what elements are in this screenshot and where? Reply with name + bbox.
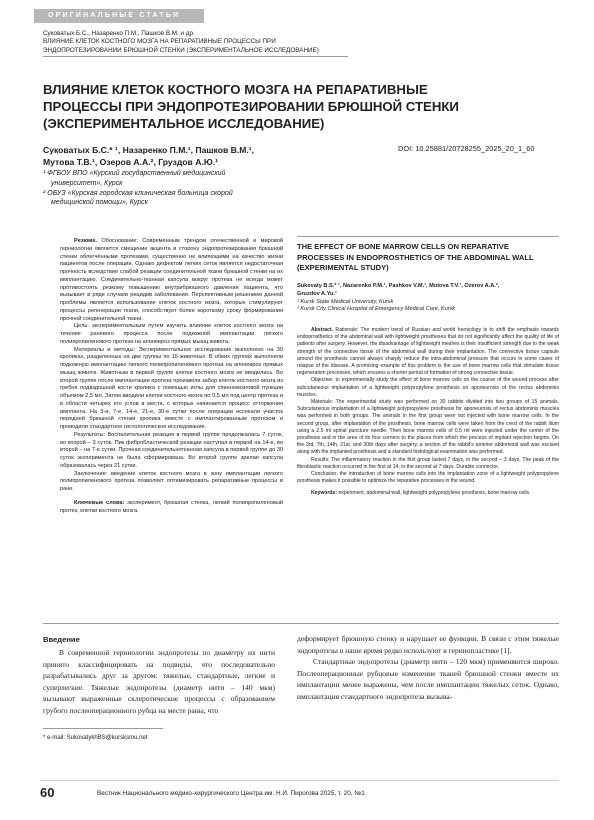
section-label: ОРИГИНАЛЬНЫЕ СТАТЬИ <box>48 12 181 19</box>
footnote-email: * e-mail: SukovatykhBS@kursksmu.net <box>43 735 148 741</box>
keywords-label: Ключевые слова: <box>74 499 125 506</box>
abstract-rationale: Обоснование: Современным трендом отечественной и мировой герниологии является смещение акцента в сторону эндопротезирования брюшной стенки облегчёнными протезами, существенно не влияющими на качество жизни пациентов после операции. Однако дефектом легких сеток является недостаточная прочность вследствие слабой реакции соединительной ткани брюшной стенки на их имплантацию. Соединительно-тканная капсула вокруг протеза не всегда может противостоять резкому повышению внутрибрюшного давления пациента, что вызывает в ряде случаев рецидив заболевания. Перспективным решением данной проблемы является использование клеток костного мозга, которые стимулируют процессы регенерации ткани, способствует более короткому сроку формирования прочной соединительной ткани. <box>60 238 283 322</box>
authors-ru <box>43 144 343 168</box>
en-title-line: THE EFFECT OF BONE MARROW CELLS ON REPARATIVE <box>297 242 509 251</box>
body-divider <box>43 623 559 624</box>
title-line: ВЛИЯНИЕ КЛЕТОК КОСТНОГО МОЗГА НА РЕПАРАТИВНЫЕ <box>43 82 428 97</box>
footer-divider <box>40 780 559 781</box>
authors-line: Мутова Т.В.¹, Озеров А.А.², Груздов А.Ю.¹ <box>43 157 218 167</box>
body-paragraph: деформирует брюшную стенку и нарушает ее функции. В связи с этим тяжелые эндопротезы в наше время редко используют в герниопластике [1]. <box>297 634 559 655</box>
en-abstract-label: Abstract. <box>311 327 334 333</box>
intro-heading: Введение <box>43 635 80 644</box>
section-tab <box>34 9 204 23</box>
affiliations-ru <box>43 169 303 208</box>
en-title-line: PROCESSES IN ENDOPROSTHETICS OF THE ABDOMINAL WALL <box>297 252 534 262</box>
abstract-label: Резюме. <box>74 238 97 244</box>
en-top-divider <box>297 236 559 237</box>
abstract-ru <box>60 238 283 515</box>
article-title <box>43 81 513 132</box>
en-title <box>297 242 557 274</box>
en-authors <box>297 283 557 314</box>
header-divider <box>43 56 348 57</box>
abstract-conclusion: Заключение: введение клеток костного мозга в зону имплантации легкого полипропиленового протеза позволяет оптимизировать репаративные процессы в ране. <box>60 470 283 492</box>
body-right-column <box>297 633 559 702</box>
body-paragraph: В современной герниологии эндопротезы по диаметру их нити принято классифицировать на подвиды, что последовательно разрабатывались друг за другом: тяжелые, стандартные, легкие и суперлегкие. Тяжелые эндопротезы (диаметр нити – 140 мкм) вызывают выраженные склеротические процессы с образованием грубого послеоперационного рубца на месте раны, что <box>43 648 275 715</box>
running-header-title-2: ЭНДОПРОТЕЗИРОВАНИИ БРЮШНОЙ СТЕНКИ (ЭКСПЕРИМЕНТАЛЬНОЕ ИССЛЕДОВАНИЕ) <box>43 46 319 54</box>
keywords-text: эксперимент, брюшная стенка, легкий полипропиленовый протез, клетки костного мозга. <box>60 499 283 514</box>
footnote-divider <box>43 728 163 729</box>
en-authors-line: Gruzdov A.Yu.¹ <box>297 290 337 297</box>
en-title-line: (EXPERIMENTAL STUDY) <box>297 263 389 273</box>
title-line: ПРОЦЕССЫ ПРИ ЭНДОПРОТЕЗИРОВАНИИ БРЮШНОЙ СТЕНКИ <box>43 99 459 114</box>
doi: DOI: 10.25881/20728255_2025_20_1_60 <box>398 144 535 153</box>
en-authors-line: Sukovaty B.S.* ¹, Nazarenko P.M.¹, Pashkov V.M.¹, Mutova T.V.¹, Ozerov A.A.², <box>297 283 500 289</box>
abstract-en <box>297 327 559 498</box>
affiliation-line: университет», Курск <box>51 179 123 187</box>
body-left-column <box>43 647 275 716</box>
en-affiliation: ¹ Kursk State Medical University, Kursk <box>297 298 394 305</box>
abstract-methods: Материалы и методы: Экспериментальное исследование выполнено на 30 кроликах, разделенных на две группы по 15 животных. В обеих группах выполняли подкожную имплантацию легкого полипропиленового протеза на апоневроз прямых мышц живота. Животным в первой группе клетки костного мозга не вводились. Во второй группе после имплантации протеза произвели забор клеток костного мозга из гребня подвздошной кости кролика с помощью иглы для спинномозговой пункции объемом 2,5 мл. Затем вводили клетки костного мозга по 0,5 мл под центр протеза и в области четырех его углов в места, с которых начинается процесс отторжения импланта. На 3-и, 7-е, 14-е, 21-е, 30-е сутки после операции иссекали участок передней брюшной стенки кролика вместе с имплантированным протезом и проводили стандартное гистологическое исследование. <box>60 346 283 430</box>
en-keywords-text: experiment, abdominal wall, lightweight polypropylene prosthesis, bone marrow cells. <box>338 490 531 497</box>
en-keywords-label: Keywords: <box>311 490 338 497</box>
abstract-objective: Цель: экспериментальным путем изучить влияние клеток костного мозга на течение раневого процесса после подкожной имплантации легкого полипропиленового протеза на апоневроз прямых мышц живота. <box>60 323 283 345</box>
title-line: (ЭКСПЕРИМЕНТАЛЬНОЕ ИССЛЕДОВАНИЕ) <box>43 116 325 131</box>
affiliation-line: ² ОБУЗ «Курская городская клиническая больница скорой <box>43 189 233 197</box>
authors-line: Суковатых Б.С.* ¹, Назаренко П.М.¹, Пашков В.М.¹, <box>43 145 255 155</box>
keywords-ru <box>60 500 283 516</box>
running-header-authors: Суковатых Б.С., Назаренко П.М., Пашков В.М. и др. <box>43 30 195 37</box>
en-rationale: Rationale: The modern trend of Russian and world herniology is to shift the emphasis towards endoprosthetics of the abdominal wall with lightweight prostheses that do not significantly affect the quality of life of patients after surgery. However, the disadvantage of lightweight meshes is their insufficient strength due to the weak strength of the connective tissue of the abdominal wall during their implantation. The connective tissue capsule around the prosthesis cannot always sharply reduce the intra-abdominal pressure that occurs in some cases of relapse of the disease. A promising example of this problem is the use of bone marrow cells that stimulate tissue regeneration processes, which ensures a shorter period of formation of strong connective tissue. <box>297 327 559 377</box>
en-conclusion: Conclusion: the introduction of bone marrow cells into the implantation zone of a lightweight polypropylene prosthesis makes it possible to optimize the reparative processes in the wound. <box>297 471 559 485</box>
en-objective: Objective: to experimentally study the effect of bone marrow cells on the course of the wound process after subcutaneous implantation of a lightweight polypropylene prosthesis on aponeurosis of the rectus abdominis muscles. <box>297 377 559 398</box>
page-number: 60 <box>40 785 55 800</box>
affiliation-line: медицинской помощи», Курск <box>51 199 148 207</box>
journal-info: Вестник Национального медико-хирургического Центра им. Н.И. Пирогова 2025, т. 20, №1 <box>97 790 365 797</box>
body-paragraph: Стандартные эндопротезы (диаметр нити – 120 мкм) применяются широко. Послеоперационные рубцовые изменение тканей брюшной стенки вместе их имплантации менее выражены, чем после имплантации тяжелых сеток. Однако, имплантация стандартного эндопротеза вызыва- <box>297 657 559 701</box>
en-affiliation: ² Kursk City Clinical Hospital of Emergency Medical Care, Kursk <box>297 306 456 313</box>
affiliation-line: ¹ ФГБОУ ВПО «Курский государственный медицинский <box>43 170 226 177</box>
en-results: Results: The inflammatory reaction in the first group lasted 7 days, in the second – 3 days. The peak of the fibroblastic reaction occurred in the first at 14, in the second at 7 days. Durable connector. <box>297 456 559 470</box>
abstract-results: Результаты: Воспалительная реакция в первой группе продолжалась 7 суток, во второй – 3 суток. Пик фибробластической реакции наступал в первой на 14-е, во второй – на 7-е сутки. Прочная соединительнотканная капсула в первой группе до 30 суток эксперимента не была сформирована. Во второй группе зрелая капсула образовалась через 21 сутки. <box>60 431 283 469</box>
running-header <box>43 30 343 55</box>
running-header-title-1: ВЛИЯНИЕ КЛЕТОК КОСТНОГО МОЗГА НА РЕПАРАТИВНЫЕ ПРОЦЕССЫ ПРИ <box>43 38 276 46</box>
en-materials: Materials: The experimental study was performed on 30 rabbits divided into two groups of 15 animals. Subcutaneous implantation of a lightweight polypropylene prosthesis for aponeurosis of rectus abdominis muscles was performed in both groups. The animals in the first group were not injected with bone marrow cells. In the second group, after implantation of the prosthesis, bone marrow cells were taken from the crest of the rabbit ilium using a 2.5 ml spinal puncture needle. Then bone marrow cells of 0.5 ml were injected under the center of the prosthesis and in the area of its four corners to the places from which the process of implant rejection begins. On the 3rd, 7th, 14th, 21st, and 30th days after surgery, a section of the rabbit's anterior abdominal wall was excised along with the implanted prosthesis and a standard histological examination was performed. <box>297 399 559 456</box>
keywords-en <box>297 490 559 497</box>
